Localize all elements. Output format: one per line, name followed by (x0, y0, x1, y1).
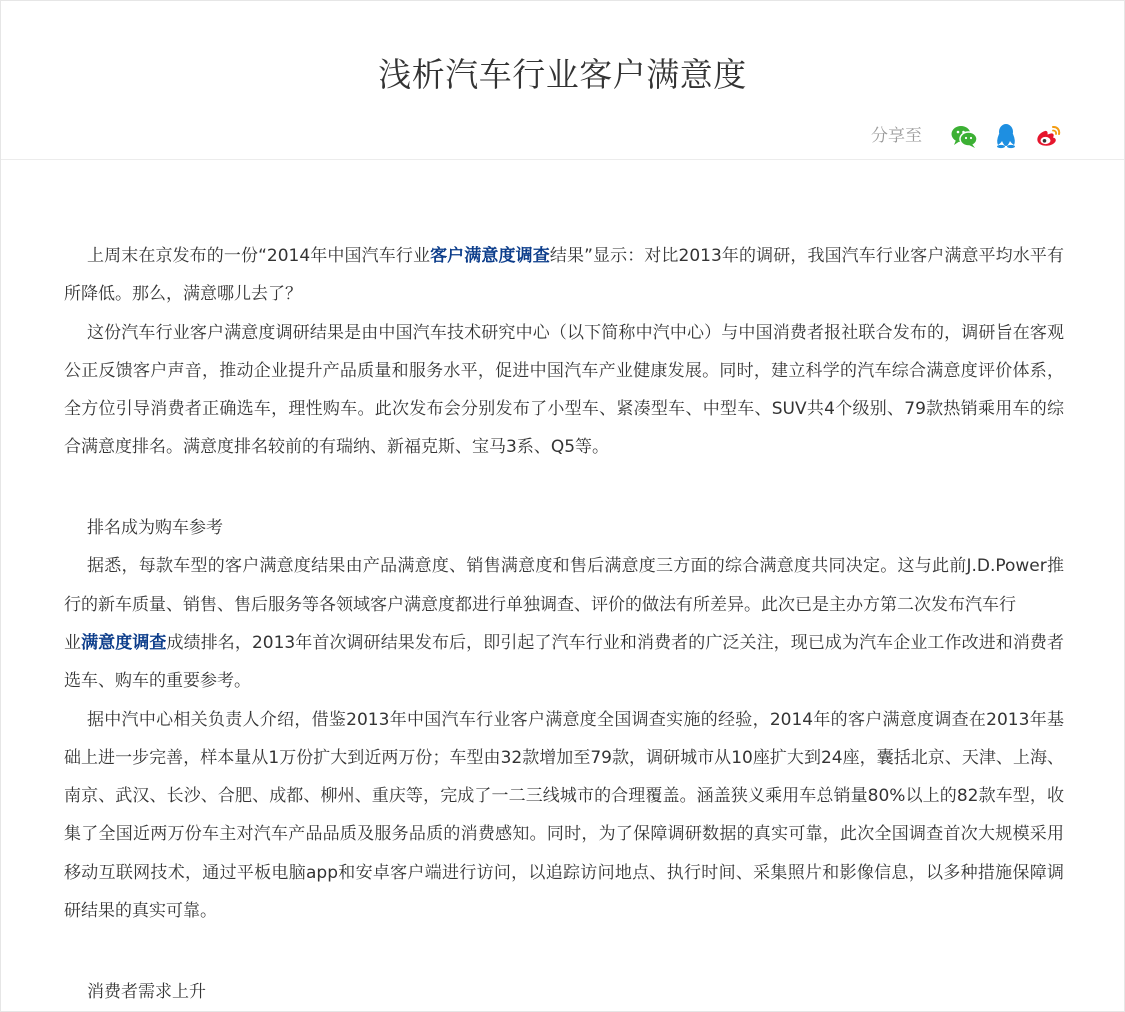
keyword-link-satisfaction-survey[interactable]: 满意度调查 (81, 632, 167, 653)
paragraph-3: 据悉，每款车型的客户满意度结果由产品满意度、销售满意度和售后满意度三方面的综合满意度共同决定。这与此前J.D.Power推行的新车质量、销售、售后服务等各领域客户满意度都进行单独调查、评价的做法有所差异。此次已是主办方第二次发布汽车行 (64, 556, 1064, 615)
paragraph-4-text-before: 业 (64, 632, 82, 653)
qq-icon[interactable] (992, 122, 1020, 150)
paragraph-1-text-after: 结果”显示：对比2013年的调研，我国汽车行业客户满意平均水平有所降低。那么，满意哪儿去了？ (64, 246, 1065, 305)
article-body (64, 237, 1064, 1011)
paragraph-spacer (64, 467, 1064, 505)
paragraph-4 (64, 624, 1064, 701)
paragraph-spacer (64, 930, 1064, 968)
paragraph-1 (64, 237, 1064, 314)
weibo-icon[interactable] (1034, 122, 1062, 150)
paragraph-2: 这份汽车行业客户满意度调研结果是由中国汽车技术研究中心（以下简称中汽中心）与中国消费者报社联合发布的，调研旨在客观公正反馈客户声音，推动企业提升产品质量和服务水平，促进中国汽车产业健康发展。同时，建立科学的汽车综合满意度评价体系，全方位引导消费者正确选车，理性购车。此次发布会分别发布了小型车、紧凑型车、中型车、SUV共4个级别、79款热销乘用车的综合满意度排名。满意度排名较前的有瑞纳、新福克斯、宝马3系、Q5等。 (64, 322, 1064, 458)
wechat-icon[interactable] (950, 122, 978, 150)
paragraph-5: 据中汽中心相关负责人介绍，借鉴2013年中国汽车行业客户满意度全国调查实施的经验，2014年的客户满意度调查在2013年基础上进一步完善，样本量从1万份扩大到近两万份；车型由32款增加至79款，调研城市从10座扩大到24座，囊括北京、天津、上海、南京、武汉、长沙、合肥、成都、柳州、重庆等，完成了一二三线城市的合理覆盖。涵盖狭义乘用车总销量80%以上的82款车型，收集了全国近两万份车主对汽车产品品质及服务品质的消费感知。同时，为了保障调研数据的真实可靠，此次全国调查首次大规模采用移动互联网技术，通过平板电脑app和安卓客户端进行访问，以追踪访问地点、执行时间、采集照片和影像信息，以多种措施保障调研结果的真实可靠。 (64, 709, 1064, 922)
paragraph-4-text-after: 成绩排名，2013年首次调研结果发布后，即引起了汽车行业和消费者的广泛关注，现已成为汽车企业工作改进和消费者选车、购车的重要参考。 (64, 632, 1065, 692)
section-heading-consumer-demand: 消费者需求上升 (87, 981, 206, 1002)
section-heading-ranking: 排名成为购车参考 (87, 518, 223, 539)
page-title: 浅析汽车行业客户满意度 (378, 55, 747, 94)
keyword-link-customer-satisfaction-survey[interactable]: 客户满意度调查 (430, 246, 550, 266)
article-header (1, 1, 1124, 160)
share-bar (871, 121, 1062, 151)
paragraph-1-text-before: 上周末在京发布的一份“2014年中国汽车行业 (87, 246, 431, 266)
share-label: 分享至 (871, 126, 922, 146)
